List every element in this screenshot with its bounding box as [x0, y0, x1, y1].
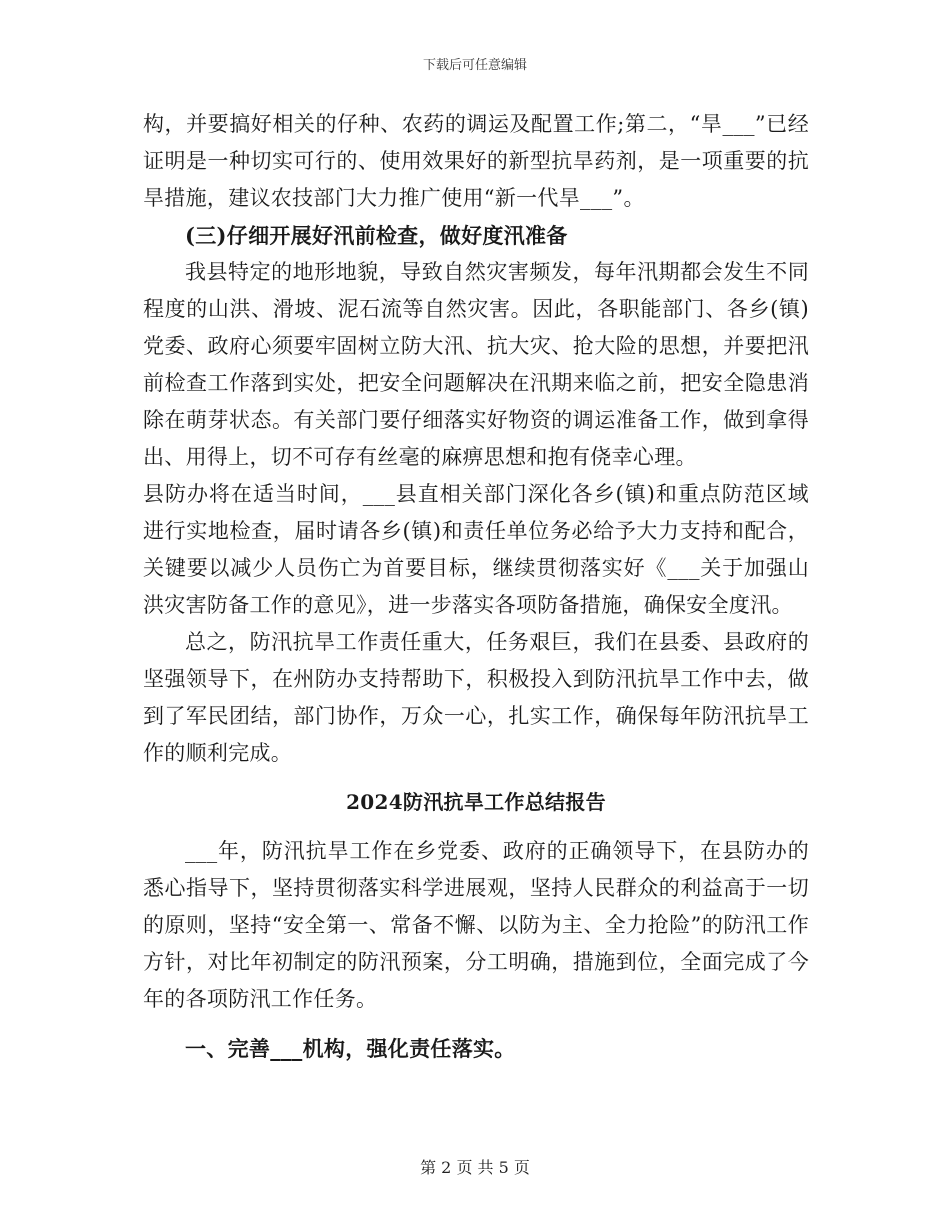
paragraph-conclusion: 总之，防汛抗旱工作责任重大，任务艰巨，我们在县委、县政府的坚强领导下，在州防办支持帮助下，积极投入到防汛抗旱工作中去，做到了军民团结，部门协作，万众一心，扎实工作，确保每年防汛抗旱工作的顺利完成。 — [143, 630, 809, 765]
page-header: 下载后可任意编辑 — [422, 58, 527, 73]
page-footer: 第 2 页 共 5 页 — [420, 1158, 530, 1177]
report-title: 2024防汛抗旱工作总结报告 — [346, 790, 606, 814]
section-heading-3: (三)仔细开展好汛前检查，做好度汛准备 — [185, 223, 568, 248]
paragraph-summary: ___年，防汛抗旱工作在乡党委、政府的正确领导下，在县防办的悉心指导下，坚持贯彻落实科学进展观，坚持人民群众的利益高于一切的原则，坚持“安全第一、常备不懈、以防为主、全力抢险”的防汛工作方针，对比年初制定的防汛预案，分工明确，措施到位，全面完成了今年的各项防汛工作任务。 — [143, 839, 809, 1011]
paragraph-continuation: 构，并要搞好相关的仔种、农药的调运及配置工作;第二，“旱___”已经证明是一种切实可行的、使用效果好的新型抗旱药剂，是一项重要的抗旱措施，建议农技部门大力推广使用“新一代旱___”。 — [143, 112, 809, 210]
spacer — [143, 1018, 809, 1030]
spacer — [143, 772, 809, 784]
section-heading-1: 一、完善___机构，强化责任落实。 — [185, 1036, 516, 1061]
paragraph-terrain: 我县特定的地形地貌，导致自然灾害频发，每年汛期都会发生不同程度的山洪、滑坡、泥石流等自然灾害。因此，各职能部门、各乡(镇)党委、政府心须要牢固树立防大汛、抗大灾、抢大险的思想，并要把汛前检查工作落到实处，把安全问题解决在汛期来临之前，把安全隐患消除在萌芽状态。有关部门要仔细落实好物资的调运准备工作，做到拿得出、用得上，切不可存有丝毫的麻痹思想和抱有侥幸心理。 — [143, 260, 809, 469]
paragraph-inspection: 县防办将在适当时间，___县直相关部门深化各乡(镇)和重点防范区域进行实地检查，届时请各乡(镇)和责任单位务必给予大力支持和配合，关键要以减少人员伤亡为首要目标，继续贯彻落实好《___关于加强山洪灾害防备工作的意见》，进一步落实各项防备措施，确保安全度汛。 — [143, 482, 809, 617]
document-body — [143, 106, 809, 1067]
spacer — [143, 821, 809, 833]
